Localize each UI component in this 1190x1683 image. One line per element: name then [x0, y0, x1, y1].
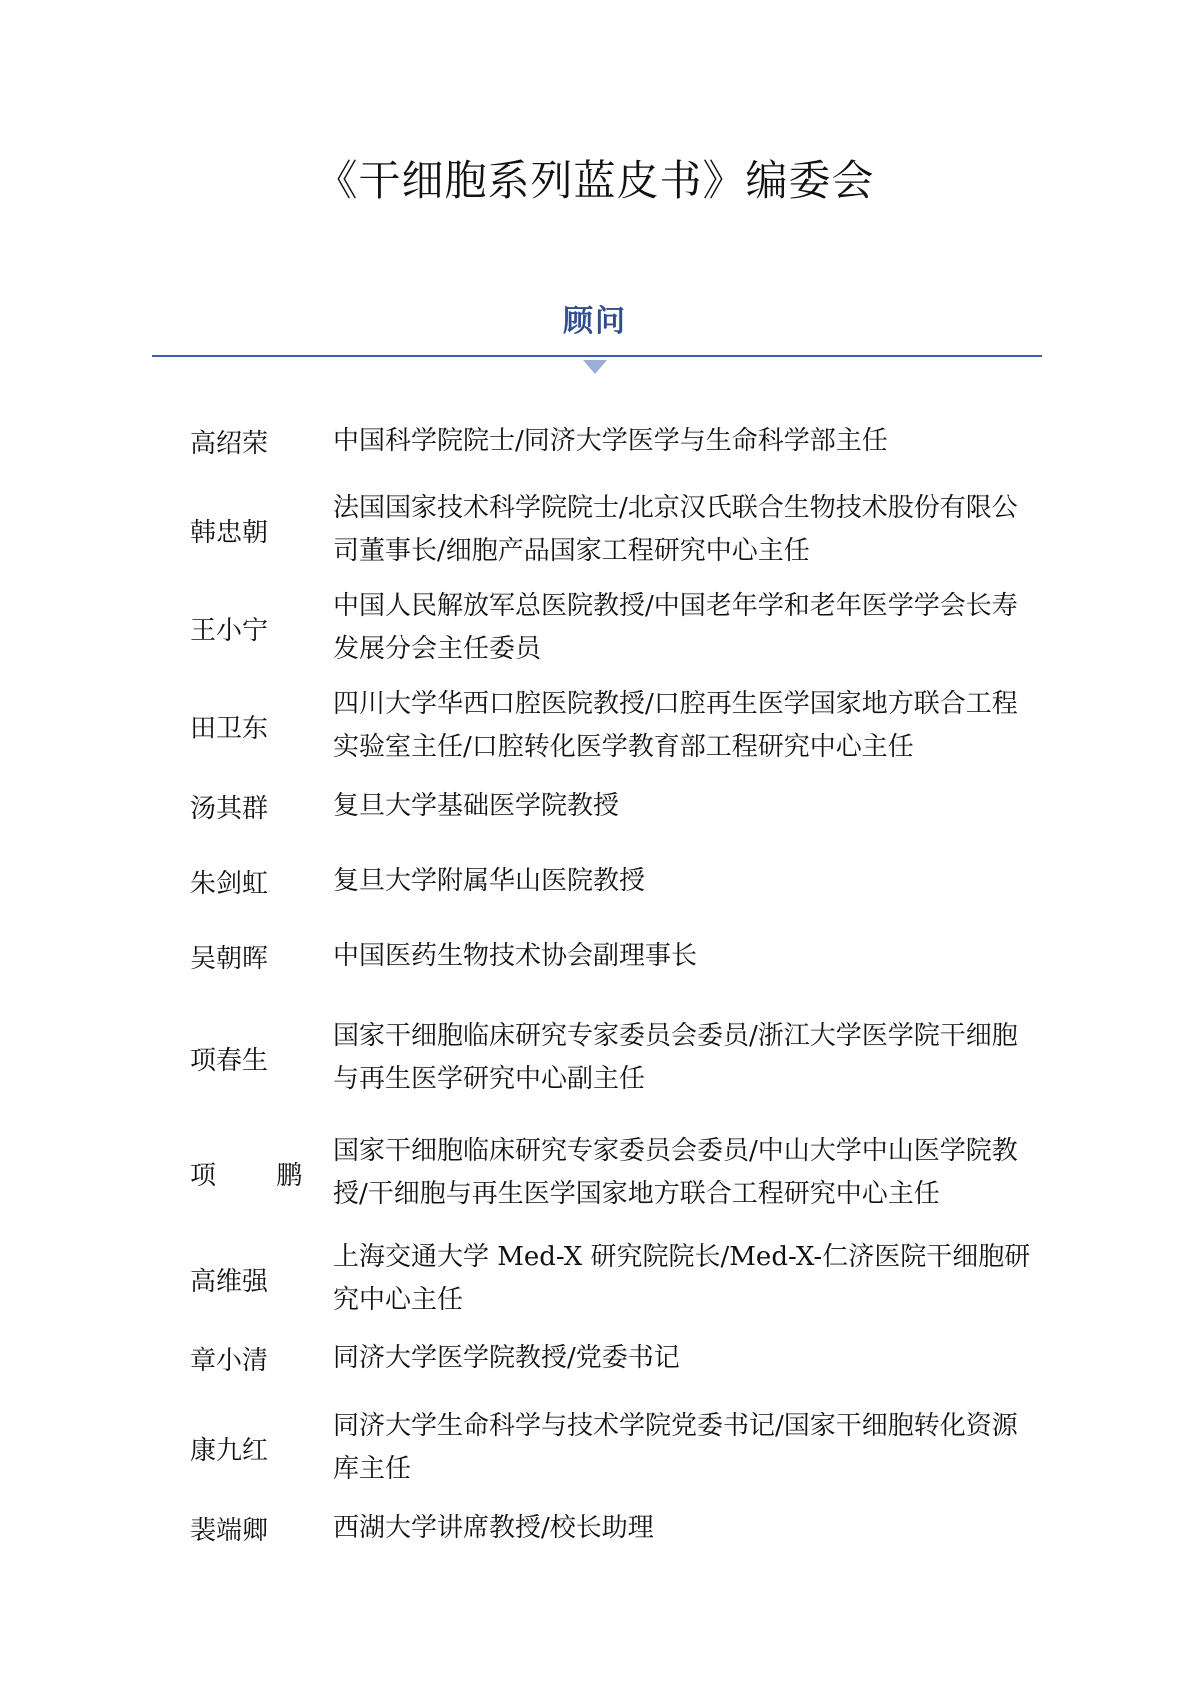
advisor-description: 复旦大学附属华山医院教授: [333, 866, 646, 896]
advisor-description: 中国科学院院士/同济大学医学与生命科学部主任: [333, 426, 888, 456]
advisor-name: 田卫东: [190, 713, 269, 744]
advisor-entry: [0, 1337, 1190, 1380]
advisor-entry: [0, 935, 1190, 978]
advisor-description: 中国人民解放军总医院教授/中国老年学和老年医学学会长寿发展分会主任委员: [333, 591, 1018, 664]
advisor-name: 康九红: [190, 1435, 269, 1466]
advisor-description: 西湖大学讲席教授/校长助理: [333, 1513, 654, 1543]
advisor-entry: [0, 420, 1190, 463]
advisor-entry: [0, 1015, 1190, 1101]
advisor-name: 高维强: [190, 1266, 269, 1297]
advisor-description: 国家干细胞临床研究专家委员会委员/浙江大学医学院干细胞与再生医学研究中心副主任: [333, 1021, 1018, 1094]
advisor-entry: [0, 585, 1190, 671]
advisor-name: 韩忠朝: [190, 517, 269, 548]
advisor-name: 章小清: [190, 1346, 269, 1376]
advisor-entry: [0, 487, 1190, 573]
advisor-name: 裴端卿: [190, 1516, 269, 1546]
advisor-name: 吴朝晖: [190, 944, 269, 974]
advisor-entry: [0, 1130, 1190, 1216]
advisor-name: 王小宁: [190, 615, 269, 646]
advisor-description: 上海交通大学 Med-X 研究院院长/Med-X-仁济医院干细胞研究中心主任: [333, 1242, 1031, 1315]
advisor-description: 四川大学华西口腔医院教授/口腔再生医学国家地方联合工程实验室主任/口腔转化医学教育部工程研究中心主任: [333, 689, 1018, 762]
advisor-entry: [0, 1507, 1190, 1550]
advisor-name: 朱剑虹: [190, 869, 269, 899]
advisor-description: 同济大学生命科学与技术学院党委书记/国家干细胞转化资源库主任: [333, 1411, 1018, 1484]
advisor-description: 中国医药生物技术协会副理事长: [333, 941, 698, 971]
advisor-entry: [0, 1405, 1190, 1491]
advisor-entry: [0, 860, 1190, 903]
advisor-entry: [0, 1236, 1190, 1322]
advisor-name: 项春生: [190, 1045, 269, 1076]
section-heading: 顾问: [563, 304, 627, 339]
advisor-description: 法国国家技术科学院院士/北京汉氏联合生物技术股份有限公司董事长/细胞产品国家工程研究中心主任: [333, 493, 1018, 566]
advisor-name: 高绍荣: [190, 429, 269, 459]
advisor-description: 复旦大学基础医学院教授: [333, 791, 620, 821]
page-title: 《干细胞系列蓝皮书》编委会: [315, 156, 875, 205]
advisor-name: 项 鹏: [190, 1160, 329, 1191]
advisor-entry: [0, 683, 1190, 769]
advisor-description: 国家干细胞临床研究专家委员会委员/中山大学中山医学院教授/干细胞与再生医学国家地方联合工程研究中心主任: [333, 1136, 1018, 1209]
advisor-entry: [0, 785, 1190, 828]
advisor-description: 同济大学医学院教授/党委书记: [333, 1343, 680, 1373]
advisor-name: 汤其群: [190, 794, 269, 824]
